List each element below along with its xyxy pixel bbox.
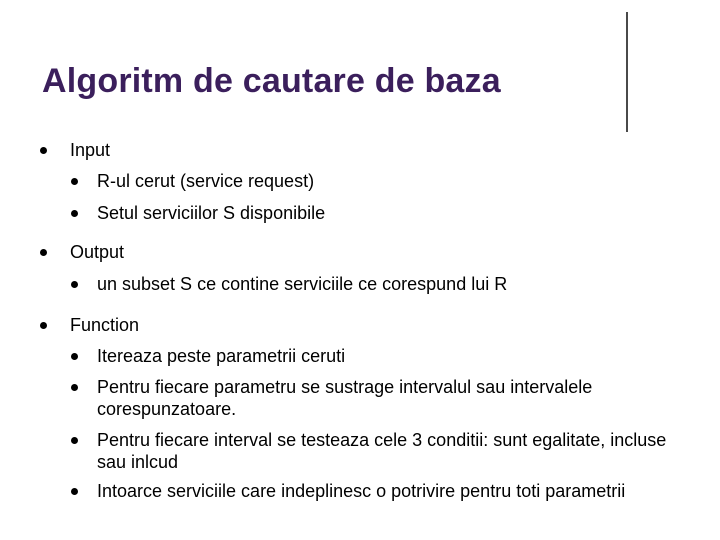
- sub-bullet: [97, 273, 697, 295]
- sub-bullet-text: un subset S ce contine serviciile ce corespund lui R: [97, 274, 508, 294]
- sub-bullet: [97, 202, 697, 224]
- bullet-dot-icon: [71, 437, 78, 444]
- sub-bullet: [97, 376, 697, 420]
- bullet-dot-icon: [71, 488, 78, 495]
- vertical-divider: [626, 12, 628, 132]
- bullet-input: [70, 139, 110, 161]
- bullet-dot-icon: [71, 281, 78, 288]
- sub-bullet: [97, 170, 697, 192]
- sub-bullet: [97, 429, 697, 473]
- sub-bullet-text: Pentru fiecare parametru se sustrage intervalul sau intervalele corespunzatoare.: [97, 377, 593, 419]
- bullet-label: Output: [70, 242, 125, 262]
- bullet-dot-icon: [71, 210, 78, 217]
- bullet-dot-icon: [40, 322, 47, 329]
- sub-bullet-text: Itereaza peste parametrii ceruti: [97, 346, 346, 366]
- sub-bullet: [97, 480, 697, 502]
- bullet-dot-icon: [40, 249, 47, 256]
- bullet-output: [70, 241, 124, 263]
- sub-bullet-text: Intoarce serviciile care indeplinesc o potrivire pentru toti parametrii: [97, 481, 626, 501]
- bullet-label: Input: [70, 140, 111, 160]
- sub-bullet-text: Pentru fiecare interval se testeaza cele 3 conditii: sunt egalitate, incluse sau inlcud: [97, 430, 667, 472]
- bullet-function: [70, 314, 139, 336]
- bullet-dot-icon: [40, 147, 47, 154]
- bullet-dot-icon: [71, 178, 78, 185]
- bullet-dot-icon: [71, 353, 78, 360]
- sub-bullet: [97, 345, 697, 367]
- bullet-label: Function: [70, 315, 140, 335]
- sub-bullet-text: R-ul cerut (service request): [97, 171, 315, 191]
- slide-title: Algoritm de cautare de baza: [42, 62, 501, 100]
- sub-bullet-text: Setul serviciilor S disponibile: [97, 203, 326, 223]
- bullet-dot-icon: [71, 384, 78, 391]
